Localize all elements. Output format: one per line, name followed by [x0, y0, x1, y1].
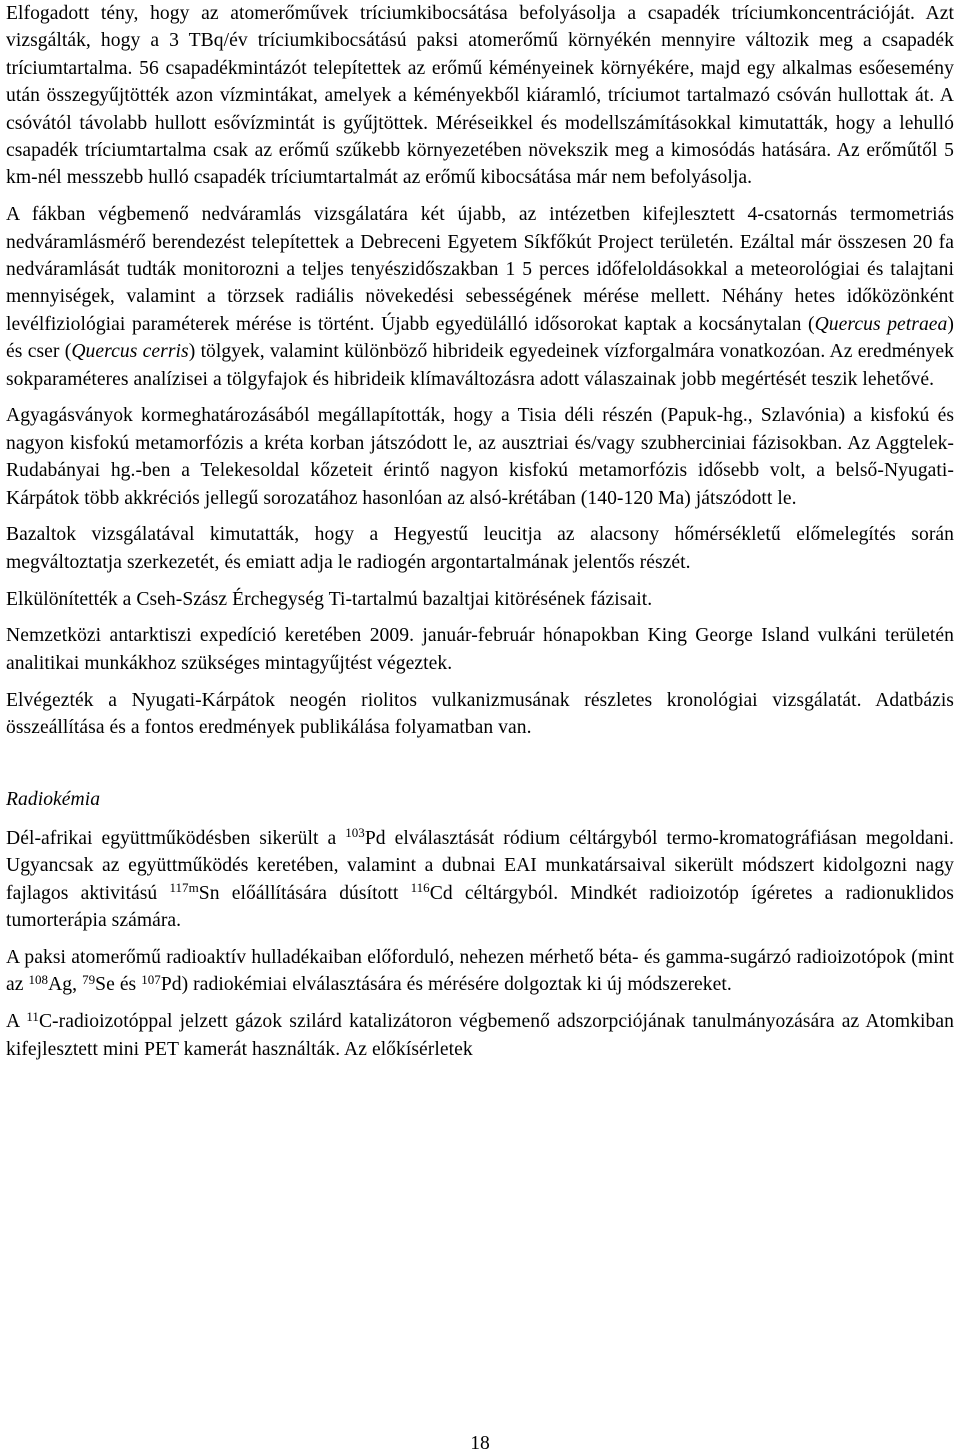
- isotope-mass: 79: [82, 971, 96, 987]
- species-name: Quercus petraea: [814, 313, 948, 335]
- text-run: C-radioizotóppal jelzett gázok szilárd katalizátoron végbemenő adszorpciójának tanulmányozására az Atomkiban kifejlesztett mini PET kamerát használták. Az előkísérletek: [6, 1011, 954, 1060]
- paragraph-clay-minerals: Agyagásványok kormeghatározásából megállapították, hogy a Tisia déli részén (Papuk-hg., Szlavónia) a kisfokú és nagyon kisfokú metamorfózis a kréta korban játszódott le, az ausztriai és/vagy szubherciniai fázisokban. Az Aggtelek-Rudabányai hg.-ben a Telekesoldal kőzeteit érintő nagyon kisfokú metamorfózis idősebb volt, a belső-Nyugati-Kárpátok több akkréciós jellegű sorozatához hasonlóan az alsó-krétában (140-120 Ma) játszódott le.: [6, 405, 954, 509]
- text-run: Pd elválasztását ródium céltárgyból termo-kromatográfiásan megoldani. Ugyancsak az együttműködés keretében, valamint a dubnai EAI munkatársaival sikerült módszert kidolgozni nagy fajlagos aktivitású: [6, 827, 954, 904]
- paragraph-antarctic: Nemzetközi antarktiszi expedíció keretében 2009. január-február hónapokban King George Island vulkáni területén analitikai munkákhoz szükséges mintagyűjtést végeztek.: [6, 625, 954, 674]
- isotope-mass: 11: [26, 1008, 39, 1024]
- text-run: Cd céltárgyból. Mindkét radioizotóp ígéretes a radionuklidos tumorterápia számára.: [6, 882, 954, 932]
- text-run: Pd) radiokémiai elválasztására és mérésére dolgoztak ki új módszereket.: [160, 974, 732, 996]
- page-number: 18: [470, 1433, 490, 1454]
- text-run: Ag,: [48, 974, 83, 996]
- text-run: Dél-afrikai együttműködésben sikerült a: [6, 827, 346, 849]
- section-heading: Radiokémia: [6, 788, 101, 810]
- text-run: Se és: [95, 974, 142, 996]
- paragraph-radioactive-waste: [6, 944, 954, 999]
- text-run: A fákban végbemenő nedváramlás vizsgálatára két újabb, az intézetben kifejlesztett 4-csatornás termometriás nedváramlásmérő berendezést telepítettek a Debreceni Egyetem Síkfőkút Project területén. Ezáltal már összesen 20 fa nedváramlását tudták monitorozni a teljes tenyészidőszakban 1 5 perces időfeloldásokkal a meteorológiai és talajtani mennyiségek, valamint a törzsek radiális növekedési sebességének mérése mellett. Néhány hetes időközönként levélfiziológiai paraméterek mérése is történt. Újabb egyedülálló idősorokat kaptak a kocsánytalan (: [6, 204, 954, 335]
- paragraph-sap-flow: [6, 201, 954, 393]
- species-name: Quercus cerris: [71, 341, 189, 363]
- text-run: A: [6, 1011, 20, 1033]
- isotope-mass: 117m: [169, 880, 199, 896]
- isotope-mass: 116: [410, 880, 430, 896]
- paragraph-ore-mountains: Elkülönítették a Cseh-Szász Érchegység Ti-tartalmú bazaltjai kitörésének fázisait.: [6, 588, 653, 610]
- isotope-mass: 103: [345, 825, 365, 841]
- text-run: ) és cser (: [6, 313, 954, 363]
- paragraph-basalts: Bazaltok vizsgálatával kimutatták, hogy a Hegyestű leucitja az alacsony hőmérsékletű előmelegítés során megváltoztatja szerkezetét, és emiatt adja le radiogén argontartalmának jelentős részét.: [6, 524, 954, 573]
- paragraph-tritium: Elfogadott tény, hogy az atomerőművek tríciumkibocsátása befolyásolja a csapadék tríciumkoncentrációját. Azt vizsgálták, hogy a 3 TBq/év tríciumkibocsátású paksi atomerőmű környékén mennyire változik meg a csapadék tríciumtartalma. 56 csapadékmintázót telepítettek az erőmű kéményeinek környékére, majd egy alkalmas esőesemény után összegyűjtötték azon vízmintákat, amelyek a kéményekből kiáramló, tríciumot tartalmazó csóván hullottak át. A csóvától távolabb hullott esővízmintát is gyűjtöttek. Méréseikkel és modellszámításokkal kimutatták, hogy a lehulló csapadék tríciumtartalma csak az erőmű szűkebb környezetében növekszik meg a kimosódás hatására. Az erőműtől 5 km-nél messzebb hulló csapadék tríciumtartalmát az erőmű kibocsátása már nem befolyásolja.: [6, 3, 954, 189]
- document-page: [6, 0, 954, 1063]
- paragraph-rhyolite: Elvégezték a Nyugati-Kárpátok neogén riolitos vulkanizmusának részletes kronológiai vizsgálatát. Adatbázis összeállítása és a fontos eredmények publikálása folyamatban van.: [6, 689, 954, 739]
- text-run: Sn előállítására dúsított: [198, 882, 411, 904]
- text-run: ) tölgyek, valamint különböző hibrideik egyedeinek vízforgalmára vonatkozóan. Az eredmények sokparaméteres analízisei a tölgyfajok és hibrideik klímaváltozásra adott válaszainak jobb megértését teszik lehetővé.: [6, 341, 954, 390]
- isotope-mass: 107: [141, 971, 161, 987]
- isotope-mass: 108: [28, 971, 49, 987]
- paragraph-pd-separation: [6, 825, 954, 935]
- text-run: A paksi atomerőmű radioaktív hulladékaiban előforduló, nehezen mérhető béta- és gamma-sugárzó radioizotópok (mint az: [6, 946, 954, 996]
- paragraph-c11-pet: [6, 1008, 954, 1063]
